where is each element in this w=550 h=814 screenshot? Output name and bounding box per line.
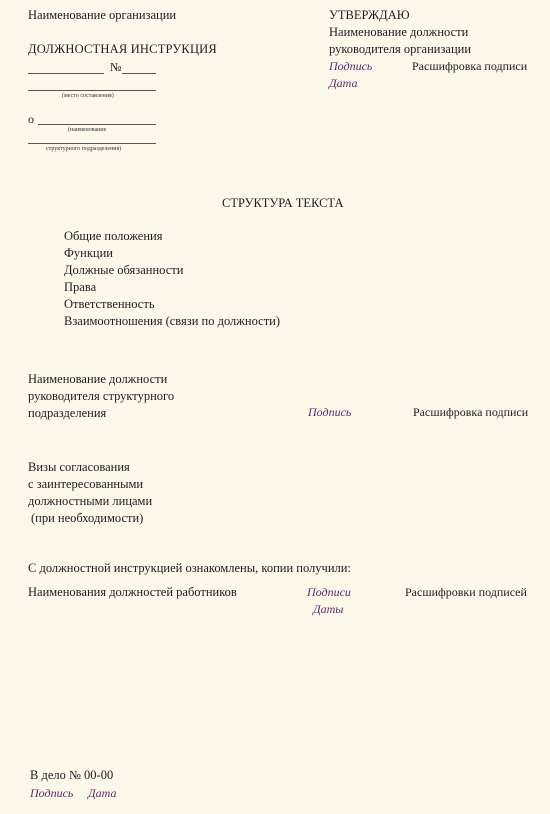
acknowledge-dates: Даты xyxy=(313,602,344,616)
unit-head-line2: руководителя структурного xyxy=(28,389,175,403)
number-sign: № xyxy=(110,60,122,74)
approval-position-line1: Наименование должности xyxy=(329,25,469,39)
date-blank-line xyxy=(28,73,104,74)
structure-heading: СТРУКТУРА ТЕКСТА xyxy=(222,196,344,210)
unit-blank-line-2 xyxy=(28,143,156,144)
structure-list xyxy=(64,228,280,330)
structure-item: Ответственность xyxy=(64,297,155,311)
document-title: ДОЛЖНОСТНАЯ ИНСТРУКЦИЯ xyxy=(28,42,217,56)
approval-date: Дата xyxy=(329,76,358,90)
place-blank-line xyxy=(28,90,156,91)
unit-head-signature: Подпись xyxy=(308,405,352,419)
structure-item: Функции xyxy=(64,246,113,260)
visas-line2: с заинтересованными xyxy=(28,477,144,491)
unit-head-line1: Наименование должности xyxy=(28,372,168,386)
visas-block xyxy=(28,459,152,527)
approval-position-line2: руководителя организации xyxy=(329,42,472,56)
unit-caption-2: структурного подразделения) xyxy=(46,146,122,152)
acknowledge-intro: С должностной инструкцией ознакомлены, копии получили: xyxy=(28,561,351,575)
about-prefix: о xyxy=(28,112,34,126)
visas-line4: (при необходимости) xyxy=(31,511,144,525)
unit-caption-1: (наименование xyxy=(68,127,107,133)
footer-date: Дата xyxy=(88,786,117,800)
unit-blank-line xyxy=(38,124,156,125)
organization-name: Наименование организации xyxy=(28,8,177,22)
acknowledge-decodes: Расшифровки подписей xyxy=(405,585,527,599)
structure-item: Общие положения xyxy=(64,229,163,243)
file-reference: В дело № 00-00 xyxy=(30,768,114,782)
approval-signature-decode: Расшифровка подписи xyxy=(412,59,528,73)
structure-item: Права xyxy=(64,280,97,294)
unit-head-position xyxy=(28,371,174,422)
unit-head-line3: подразделения xyxy=(28,406,107,420)
acknowledge-signatures: Подписи xyxy=(307,585,351,599)
structure-item: Должные обязанности xyxy=(64,263,184,277)
structure-item: Взаимоотношения (связи по должности) xyxy=(64,314,281,328)
place-caption: (место составления) xyxy=(62,93,114,99)
footer-signature: Подпись xyxy=(30,786,74,800)
acknowledge-positions: Наименования должностей работников xyxy=(28,585,237,599)
visas-line3: должностными лицами xyxy=(28,494,153,508)
approval-title: УТВЕРЖДАЮ xyxy=(329,8,410,22)
visas-line1: Визы согласования xyxy=(28,460,130,474)
approval-signature: Подпись xyxy=(329,59,373,73)
unit-head-signature-decode: Расшифровка подписи xyxy=(413,405,529,419)
number-blank-line xyxy=(122,73,156,74)
